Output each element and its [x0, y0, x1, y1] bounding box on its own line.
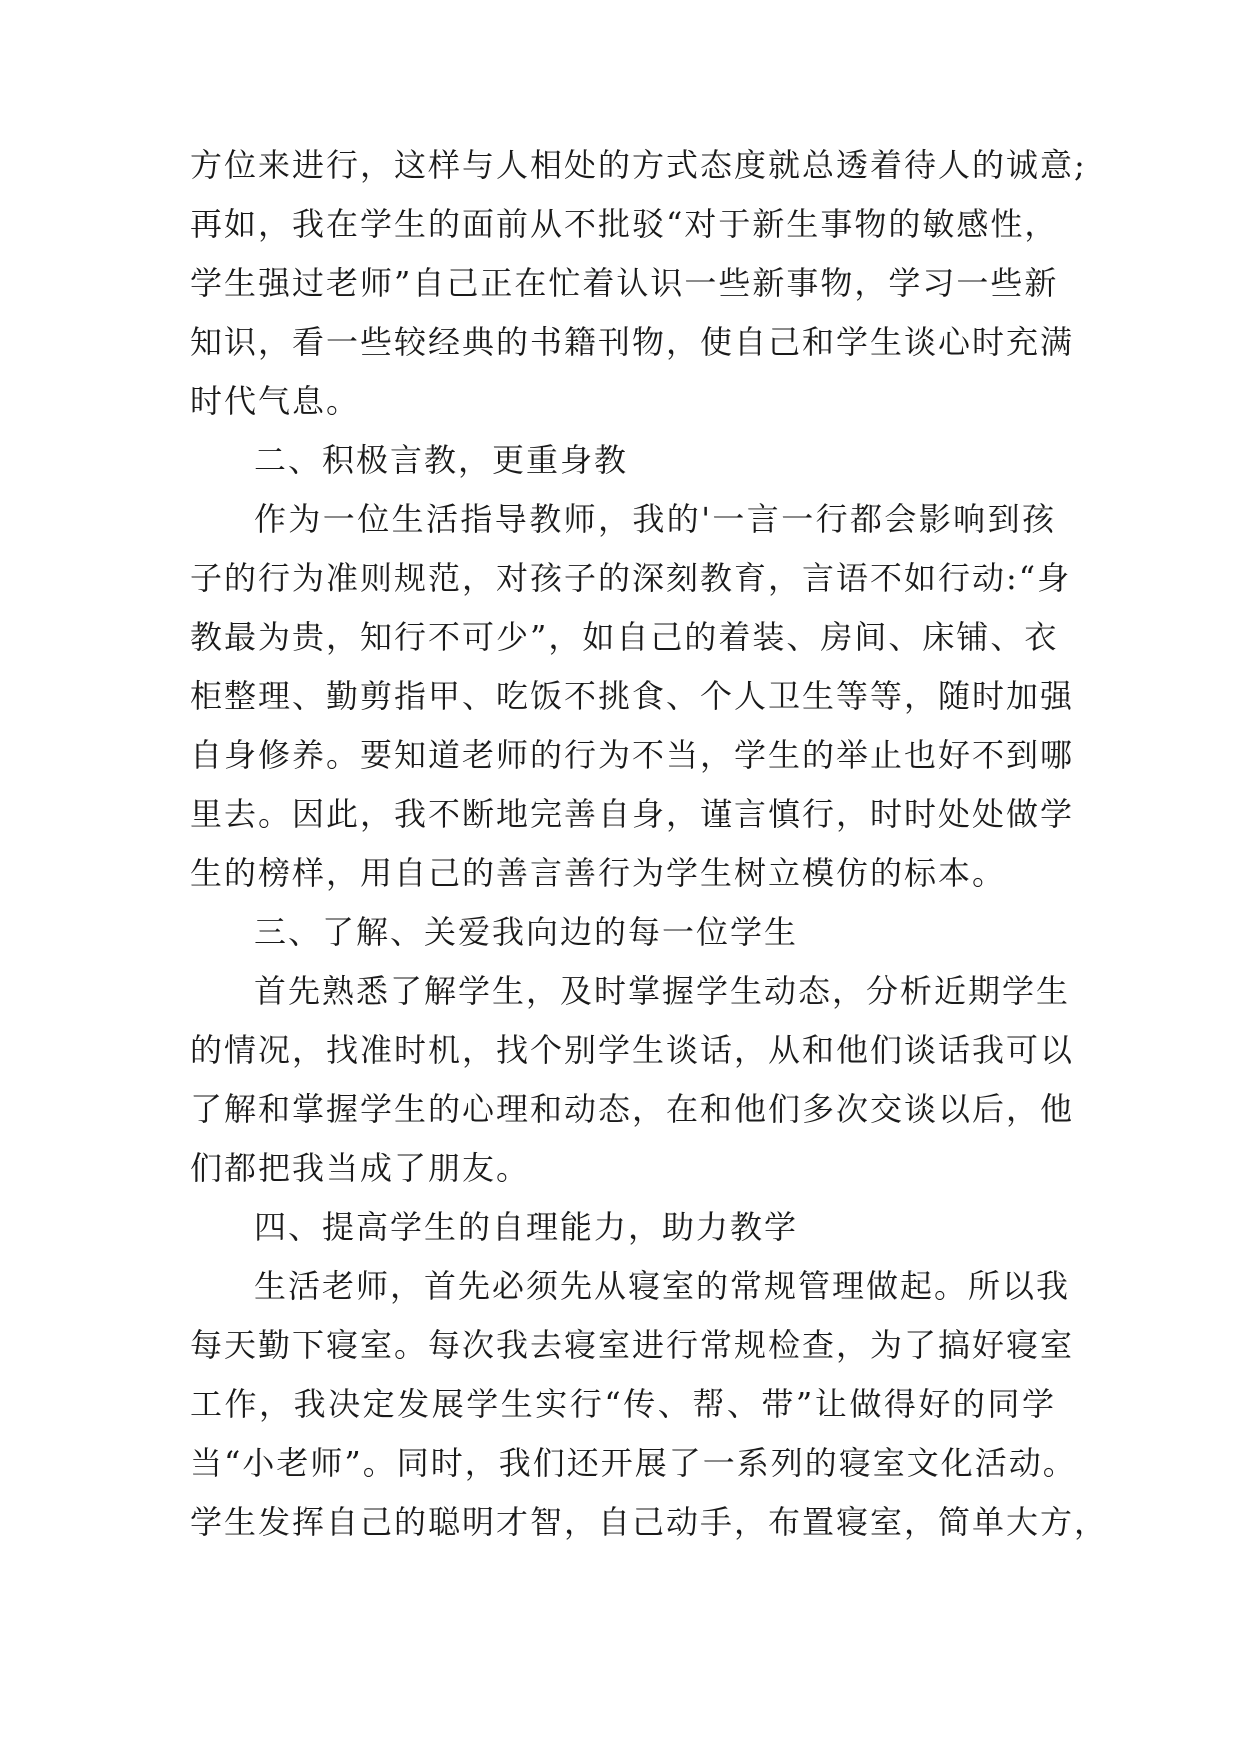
- text-line: 子的行为准则规范，对孩子的深刻教育，言语不如行动:“身: [190, 559, 1072, 597]
- text-line: 的情况，找准时机，找个别学生谈话，从和他们谈话我可以: [190, 1031, 1075, 1069]
- text-line: 时代气息。: [190, 382, 361, 420]
- text-line: 知识，看一些较经典的书籍刊物，使自己和学生谈心时充满: [190, 323, 1075, 361]
- text-line: 生的榜样，用自己的善言善行为学生树立模仿的标本。: [190, 854, 1007, 892]
- text-line: 首先熟悉了解学生，及时掌握学生动态，分析近期学生: [254, 972, 1071, 1010]
- text-line: 们都把我当成了朋友。: [190, 1149, 531, 1187]
- text-line: 学生发挥自己的聪明才智，自己动手，布置寝室，简单大方，: [190, 1503, 1109, 1541]
- text-line: 每天勤下寝室。每次我去寝室进行常规检查，为了搞好寝室: [190, 1326, 1075, 1364]
- section-heading: 四、提高学生的自理能力，助力教学: [254, 1208, 799, 1246]
- section-heading: 三、了解、关爱我向边的每一位学生: [254, 913, 799, 951]
- document-body: [190, 136, 1109, 1552]
- text-line: 了解和掌握学生的心理和动态，在和他们多次交谈以后，他: [190, 1090, 1075, 1128]
- text-line: 教最为贵，知行不可少”，如自己的着装、房间、床铺、衣: [190, 618, 1059, 656]
- text-line: 柜整理、勤剪指甲、吃饭不挑食、个人卫生等等，随时加强: [190, 677, 1075, 715]
- text-line: 自身修养。要知道老师的行为不当，学生的举止也好不到哪: [190, 736, 1075, 774]
- text-line: 作为一位生活指导教师，我的'一言一行都会影响到孩: [254, 500, 1056, 538]
- section-heading: 二、积极言教，更重身教: [254, 441, 629, 479]
- text-line: 生活老师，首先必须先从寝室的常规管理做起。所以我: [254, 1267, 1071, 1305]
- text-line: 工作，我决定发展学生实行“传、帮、带”让做得好的同学: [190, 1385, 1056, 1423]
- text-line: 学生强过老师”自己正在忙着认识一些新事物，学习一些新: [190, 264, 1059, 302]
- text-line: 当“小老师”。同时，我们还开展了一系列的寝室文化活动。: [190, 1444, 1077, 1482]
- text-line: 再如，我在学生的面前从不批驳“对于新生事物的敏感性，: [190, 205, 1059, 243]
- text-line: 方位来进行，这样与人相处的方式态度就总透着待人的诚意;: [190, 146, 1087, 184]
- text-line: 里去。因此，我不断地完善自身，谨言慎行，时时处处做学: [190, 795, 1075, 833]
